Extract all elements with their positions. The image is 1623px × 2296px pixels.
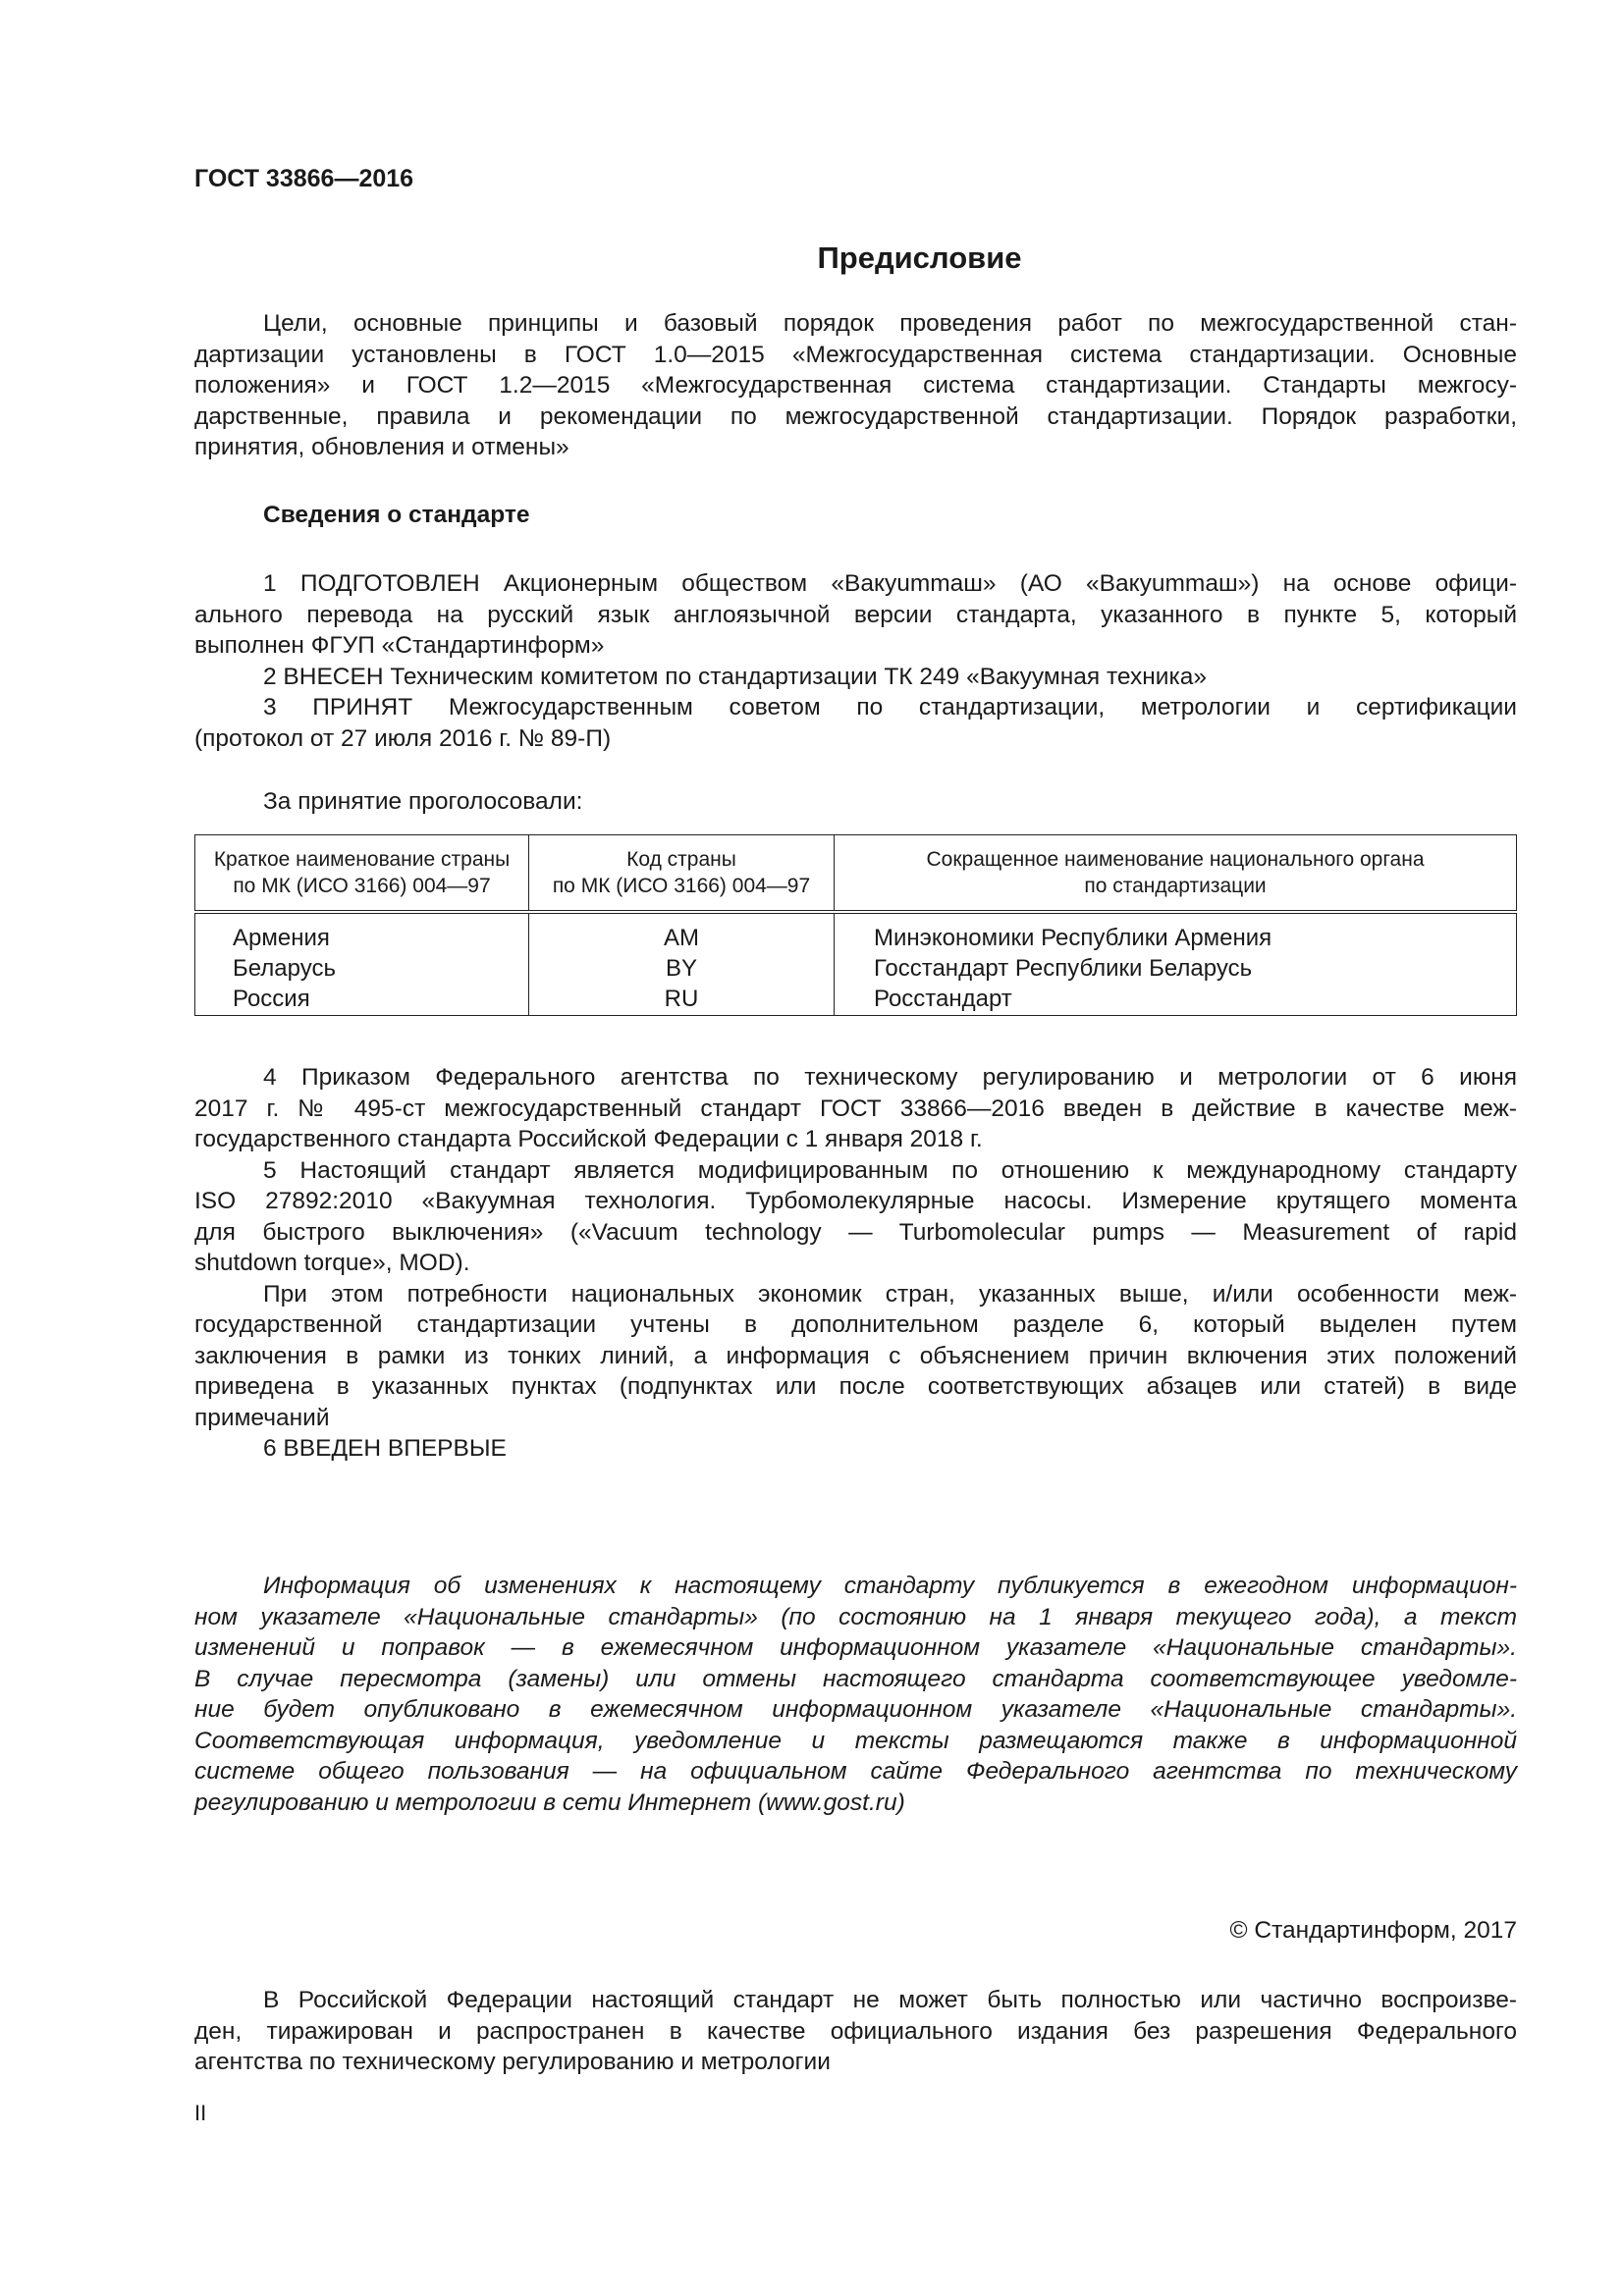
text-line: 1 ПОДГОТОВЛЕН Акционерным обществом «Вакуummаш» (АО «Вакуummаш») на основе офици- [263, 570, 1517, 597]
text-line: агентства по техническому регулированию и метрологии [194, 2049, 831, 2075]
page-number: II [194, 2101, 207, 2125]
text-line: (протокол от 27 июля 2016 г. № 89-П) [194, 724, 612, 752]
table-row [195, 984, 1517, 1016]
text-line: регулированию и метрологии в сети Интернет (www.gost.ru) [194, 1789, 905, 1816]
text-line: ден, тиражирован и распространен в качестве официального издания без разрешения Федерального [194, 2017, 1517, 2045]
copyright: © Стандартинформ, 2017 [1229, 1917, 1517, 1944]
standard-items-1-3 [194, 568, 1517, 754]
text-line: При этом потребности национальных экономик стран, указанных выше, и/или особенности меж- [263, 1280, 1517, 1308]
country-cell: Беларусь [195, 953, 529, 984]
text-line: выполнен ФГУП «Стандартинформ» [194, 632, 605, 659]
intro-paragraph [194, 308, 1517, 463]
column-header: Краткое наименование страны по МК (ИСО 3166) 004—97 [195, 835, 529, 913]
code-cell: RU [529, 984, 835, 1016]
country-cell: Россия [195, 984, 529, 1016]
text-line: приведена в указанных пунктах (подпунктах или после соответствующих абзацев или статей) в виде [194, 1373, 1517, 1400]
text-line: В Российской Федерации настоящий стандарт не может быть полностью или частично воспроизве- [263, 1987, 1517, 2013]
text-line: принятия, обновления и отмены» [194, 434, 569, 460]
text-line: Информация об изменениях к настоящему стандарту публикуется в ежегодном информацион- [263, 1573, 1517, 1599]
code-cell: BY [529, 953, 835, 984]
text-line: 4 Приказом Федерального агентства по техническому регулированию и метрологии от 6 июня [263, 1064, 1517, 1091]
country-cell: Армения [195, 912, 529, 953]
text-line: 2017 г. № 495-ст межгосударственный стандарт ГОСТ 33866—2016 введен в действие в качестве меж- [194, 1095, 1517, 1122]
countries-table [194, 834, 1517, 1016]
text-line: изменений и поправок — в ежемесячном информационном указателе «Национальные стандарты». [194, 1634, 1517, 1661]
standard-items-4-6 [194, 1062, 1517, 1465]
body-cell: Минэкономики Республики Армения [835, 912, 1517, 953]
code-cell: AM [529, 912, 835, 953]
text-line: государственного стандарта Российской Федерации с 1 января 2018 г. [194, 1126, 983, 1152]
table-row [195, 912, 1517, 953]
text-line: ние будет опубликовано в ежемесячном информационном указателе «Национальные стандарты». [194, 1696, 1517, 1723]
table-row [195, 953, 1517, 984]
text-line: заключения в рамки из тонких линий, а информация с объяснением причин включения этих положений [194, 1342, 1517, 1369]
column-header: Код страны по МК (ИСО 3166) 004—97 [529, 835, 835, 913]
column-header: Сокращенное наименование национального органа по стандартизации [835, 835, 1517, 913]
text-line: ального перевода на русский язык англоязычной версии стандарта, указанного в пункте 5, который [194, 601, 1517, 628]
text-line: 2 ВНЕСЕН Техническим комитетом по стандартизации ТК 249 «Вакуумная техника» [263, 663, 1207, 690]
text-line: В случае пересмотра (замены) или отмены настоящего стандарта соответствующее уведомле- [194, 1665, 1517, 1692]
text-line: дарственные, правила и рекомендации по межгосударственной стандартизации. Порядок разработки, [194, 402, 1517, 430]
text-line: 5 Настоящий стандарт является модифицированным по отношению к международному стандарту [263, 1156, 1517, 1184]
text-line: примечаний [194, 1404, 330, 1431]
text-line: 3 ПРИНЯТ Межгосударственным советом по стандартизации, метрологии и сертификации [263, 694, 1517, 721]
text-line: ISO 27892:2010 «Вакуумная технология. Турбомолекулярные насосы. Измерение крутящего момента [194, 1188, 1517, 1214]
document-header: ГОСТ 33866—2016 [194, 165, 414, 192]
text-line: дартизации установлены в ГОСТ 1.0—2015 «Межгосударственная система стандартизации. Основные [194, 341, 1517, 368]
text-line: ном указателе «Национальные стандарты» (по состоянию на 1 января текущего года), а текст [194, 1603, 1517, 1630]
vote-label: За принятие проголосовали: [263, 788, 583, 815]
body-cell: Госстандарт Республики Беларусь [835, 953, 1517, 984]
text-line: для быстрого выключения» («Vacuum technology — Turbomolecular pumps — Measurement of rapid [194, 1218, 1517, 1246]
text-line: 6 ВВЕДЕН ВПЕРВЫЕ [263, 1435, 507, 1462]
text-line: Цели, основные принципы и базовый порядок проведения работ по межгосударственной стан- [263, 310, 1517, 337]
text-line: системе общего пользования — на официальном сайте Федерального агентства по техническому [194, 1758, 1517, 1785]
text-line: Соответствующая информация, уведомление и тексты размещаются также в информационной [194, 1727, 1517, 1754]
text-line: государственной стандартизации учтены в дополнительном разделе 6, который выделен путем [194, 1311, 1517, 1338]
section-title: Предисловие [817, 240, 1022, 275]
text-line: shutdown torque», MOD). [194, 1250, 470, 1276]
body-cell: Росстандарт [835, 984, 1517, 1016]
subheading: Сведения о стандарте [263, 502, 530, 528]
text-line: положения» и ГОСТ 1.2—2015 «Межгосударственная система стандартизации. Стандарты межгосу- [194, 372, 1517, 399]
rights-paragraph [194, 1985, 1517, 2078]
changes-info-paragraph [194, 1571, 1517, 1818]
